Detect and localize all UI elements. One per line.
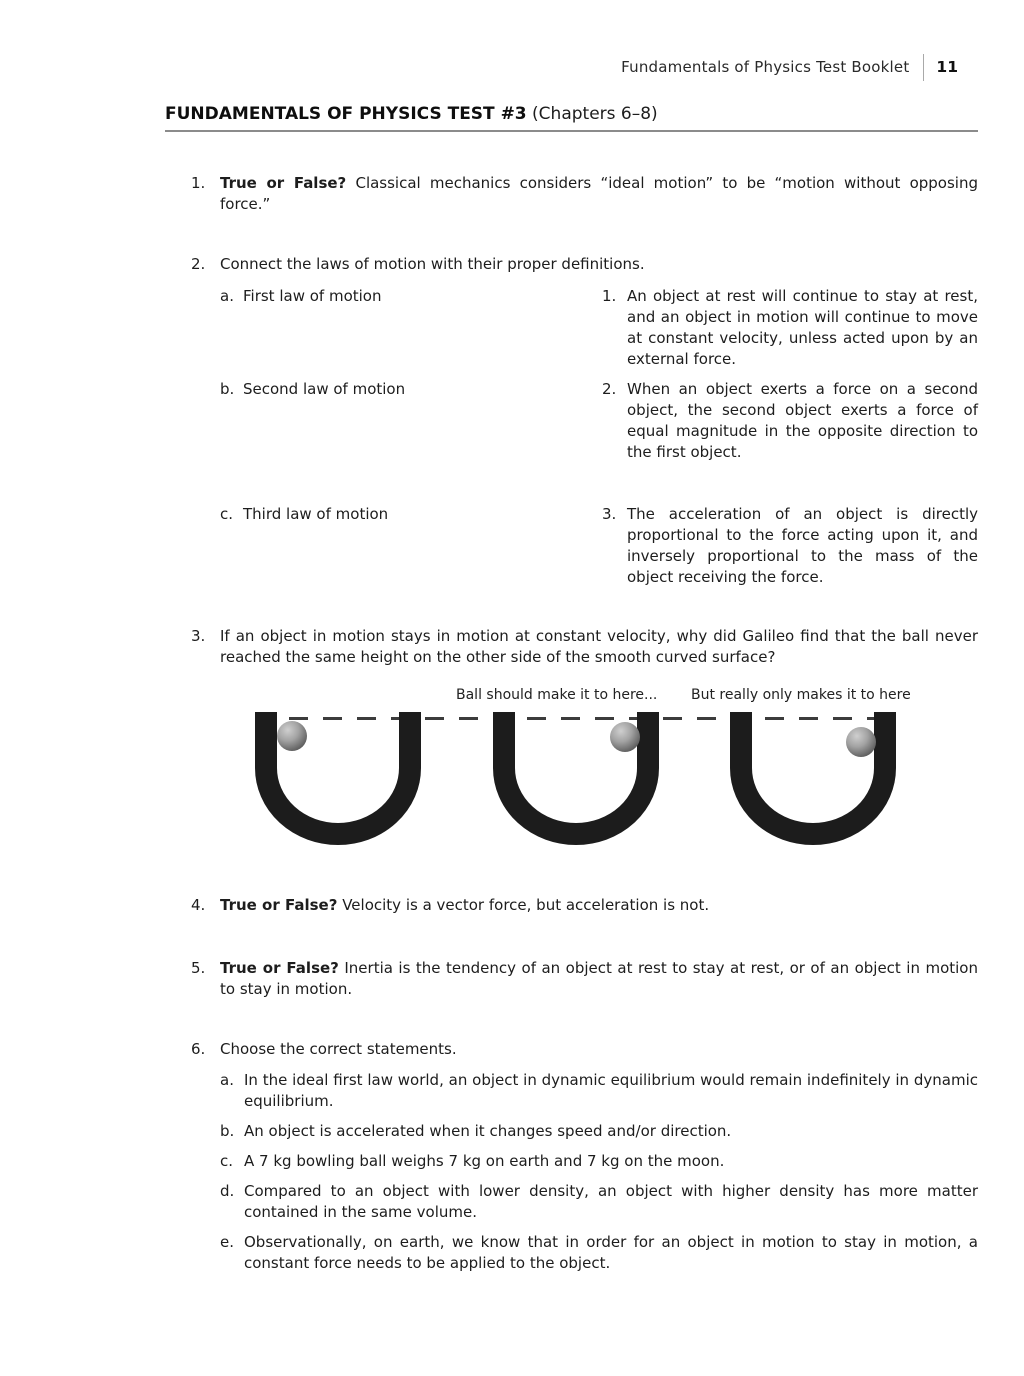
choice-d-label: d. [220, 1182, 235, 1200]
match-row-b [220, 379, 978, 463]
definition-2-number: 2. [602, 380, 617, 398]
question-2-number: 2. [191, 255, 206, 273]
booklet-title: Fundamentals of Physics Test Booklet [621, 58, 910, 76]
option-b-label: b. [220, 380, 235, 398]
match-row-a [220, 286, 978, 370]
choice-b [220, 1121, 978, 1142]
definition-3-number: 3. [602, 505, 617, 523]
choice-b-text: An object is accelerated when it changes speed and/or direction. [244, 1122, 732, 1140]
choice-c-text: A 7 kg bowling ball weighs 7 kg on earth and 7 kg on the moon. [244, 1152, 725, 1170]
question-4-body [220, 895, 978, 916]
choice-c-label: c. [220, 1152, 234, 1170]
match-option-a [220, 286, 602, 370]
choice-d-text: Compared to an object with lower density, an object with higher density has more matter contained in the same volume. [244, 1182, 978, 1221]
match-option-c [220, 504, 602, 588]
figure-label-ideal: Ball should make it to here... [456, 687, 658, 703]
question-4-number: 4. [191, 896, 206, 914]
match-option-b [220, 379, 602, 463]
option-c-label: c. [220, 505, 234, 523]
question-1-number: 1. [191, 174, 206, 192]
galileo-curved-surface-figure [0, 680, 1024, 845]
option-a-label: a. [220, 287, 234, 305]
definition-3-text: The acceleration of an object is directly proportional to the force acting upon it, and inversely proportional to the mass of the object receiving the force. [627, 505, 978, 586]
question-2-body [220, 254, 978, 588]
question-1-body [220, 173, 978, 215]
question-5-body [220, 958, 978, 1000]
question-3 [191, 626, 978, 668]
test-title-main: FUNDAMENTALS OF PHYSICS TEST #3 [165, 104, 527, 124]
definition-2 [602, 379, 978, 463]
definition-1-number: 1. [602, 287, 617, 305]
page-number: 11 [936, 58, 958, 76]
question-6-text: Choose the correct statements. [220, 1040, 457, 1058]
definition-2-text: When an object exerts a force on a second object, the second object exerts a force of equal magnitude in the opposite direction to the first object. [627, 380, 978, 461]
figure-label-real: But really only makes it to here [691, 687, 911, 703]
question-6-body [220, 1039, 978, 1274]
question-5-number: 5. [191, 959, 206, 977]
question-1 [191, 173, 978, 215]
question-3-body [220, 626, 978, 668]
option-a-text: First law of motion [243, 287, 382, 305]
ball-actual-position [846, 727, 876, 757]
option-b-text: Second law of motion [243, 380, 406, 398]
question-4 [191, 895, 978, 916]
definition-3 [602, 504, 978, 588]
choice-a-label: a. [220, 1071, 234, 1089]
ball-start-position [277, 721, 307, 751]
definition-1 [602, 286, 978, 370]
definition-1-text: An object at rest will continue to stay at rest, and an object in motion will continue to move at constant velocity, unless acted upon by an external force. [627, 287, 978, 368]
choice-c [220, 1151, 978, 1172]
choice-e [220, 1232, 978, 1274]
test-title-chapters: (Chapters 6–8) [532, 104, 658, 124]
question-5 [191, 958, 978, 1000]
choice-a-text: In the ideal first law world, an object in dynamic equilibrium would remain indefinitely in dynamic equilibrium. [244, 1071, 978, 1110]
choice-e-label: e. [220, 1233, 234, 1251]
choice-a [220, 1070, 978, 1112]
option-c-text: Third law of motion [243, 505, 389, 523]
question-1-text: Classical mechanics considers “ideal motion” to be “motion without opposing force.” [220, 174, 978, 213]
question-6-number: 6. [191, 1040, 206, 1058]
question-3-number: 3. [191, 627, 206, 645]
ball-ideal-position [610, 722, 640, 752]
choice-e-text: Observationally, on earth, we know that in order for an object in motion to stay in motion, a constant force needs to be applied to the object. [244, 1233, 978, 1272]
match-row-c [220, 504, 978, 588]
true-false-prefix: True or False? [220, 959, 339, 977]
true-false-prefix: True or False? [220, 174, 347, 192]
question-5-text: Inertia is the tendency of an object at rest to stay at rest, or of an object in motion to stay in motion. [220, 959, 978, 998]
question-3-text: If an object in motion stays in motion at constant velocity, why did Galileo find that the ball never reached the same height on the other side of the smooth curved surface? [220, 627, 978, 666]
question-4-text: Velocity is a vector force, but acceleration is not. [342, 896, 710, 914]
choice-b-label: b. [220, 1122, 235, 1140]
true-false-prefix: True or False? [220, 896, 338, 914]
choice-d [220, 1181, 978, 1223]
question-2 [191, 254, 978, 588]
question-6 [191, 1039, 978, 1274]
question-2-text: Connect the laws of motion with their proper definitions. [220, 255, 645, 273]
